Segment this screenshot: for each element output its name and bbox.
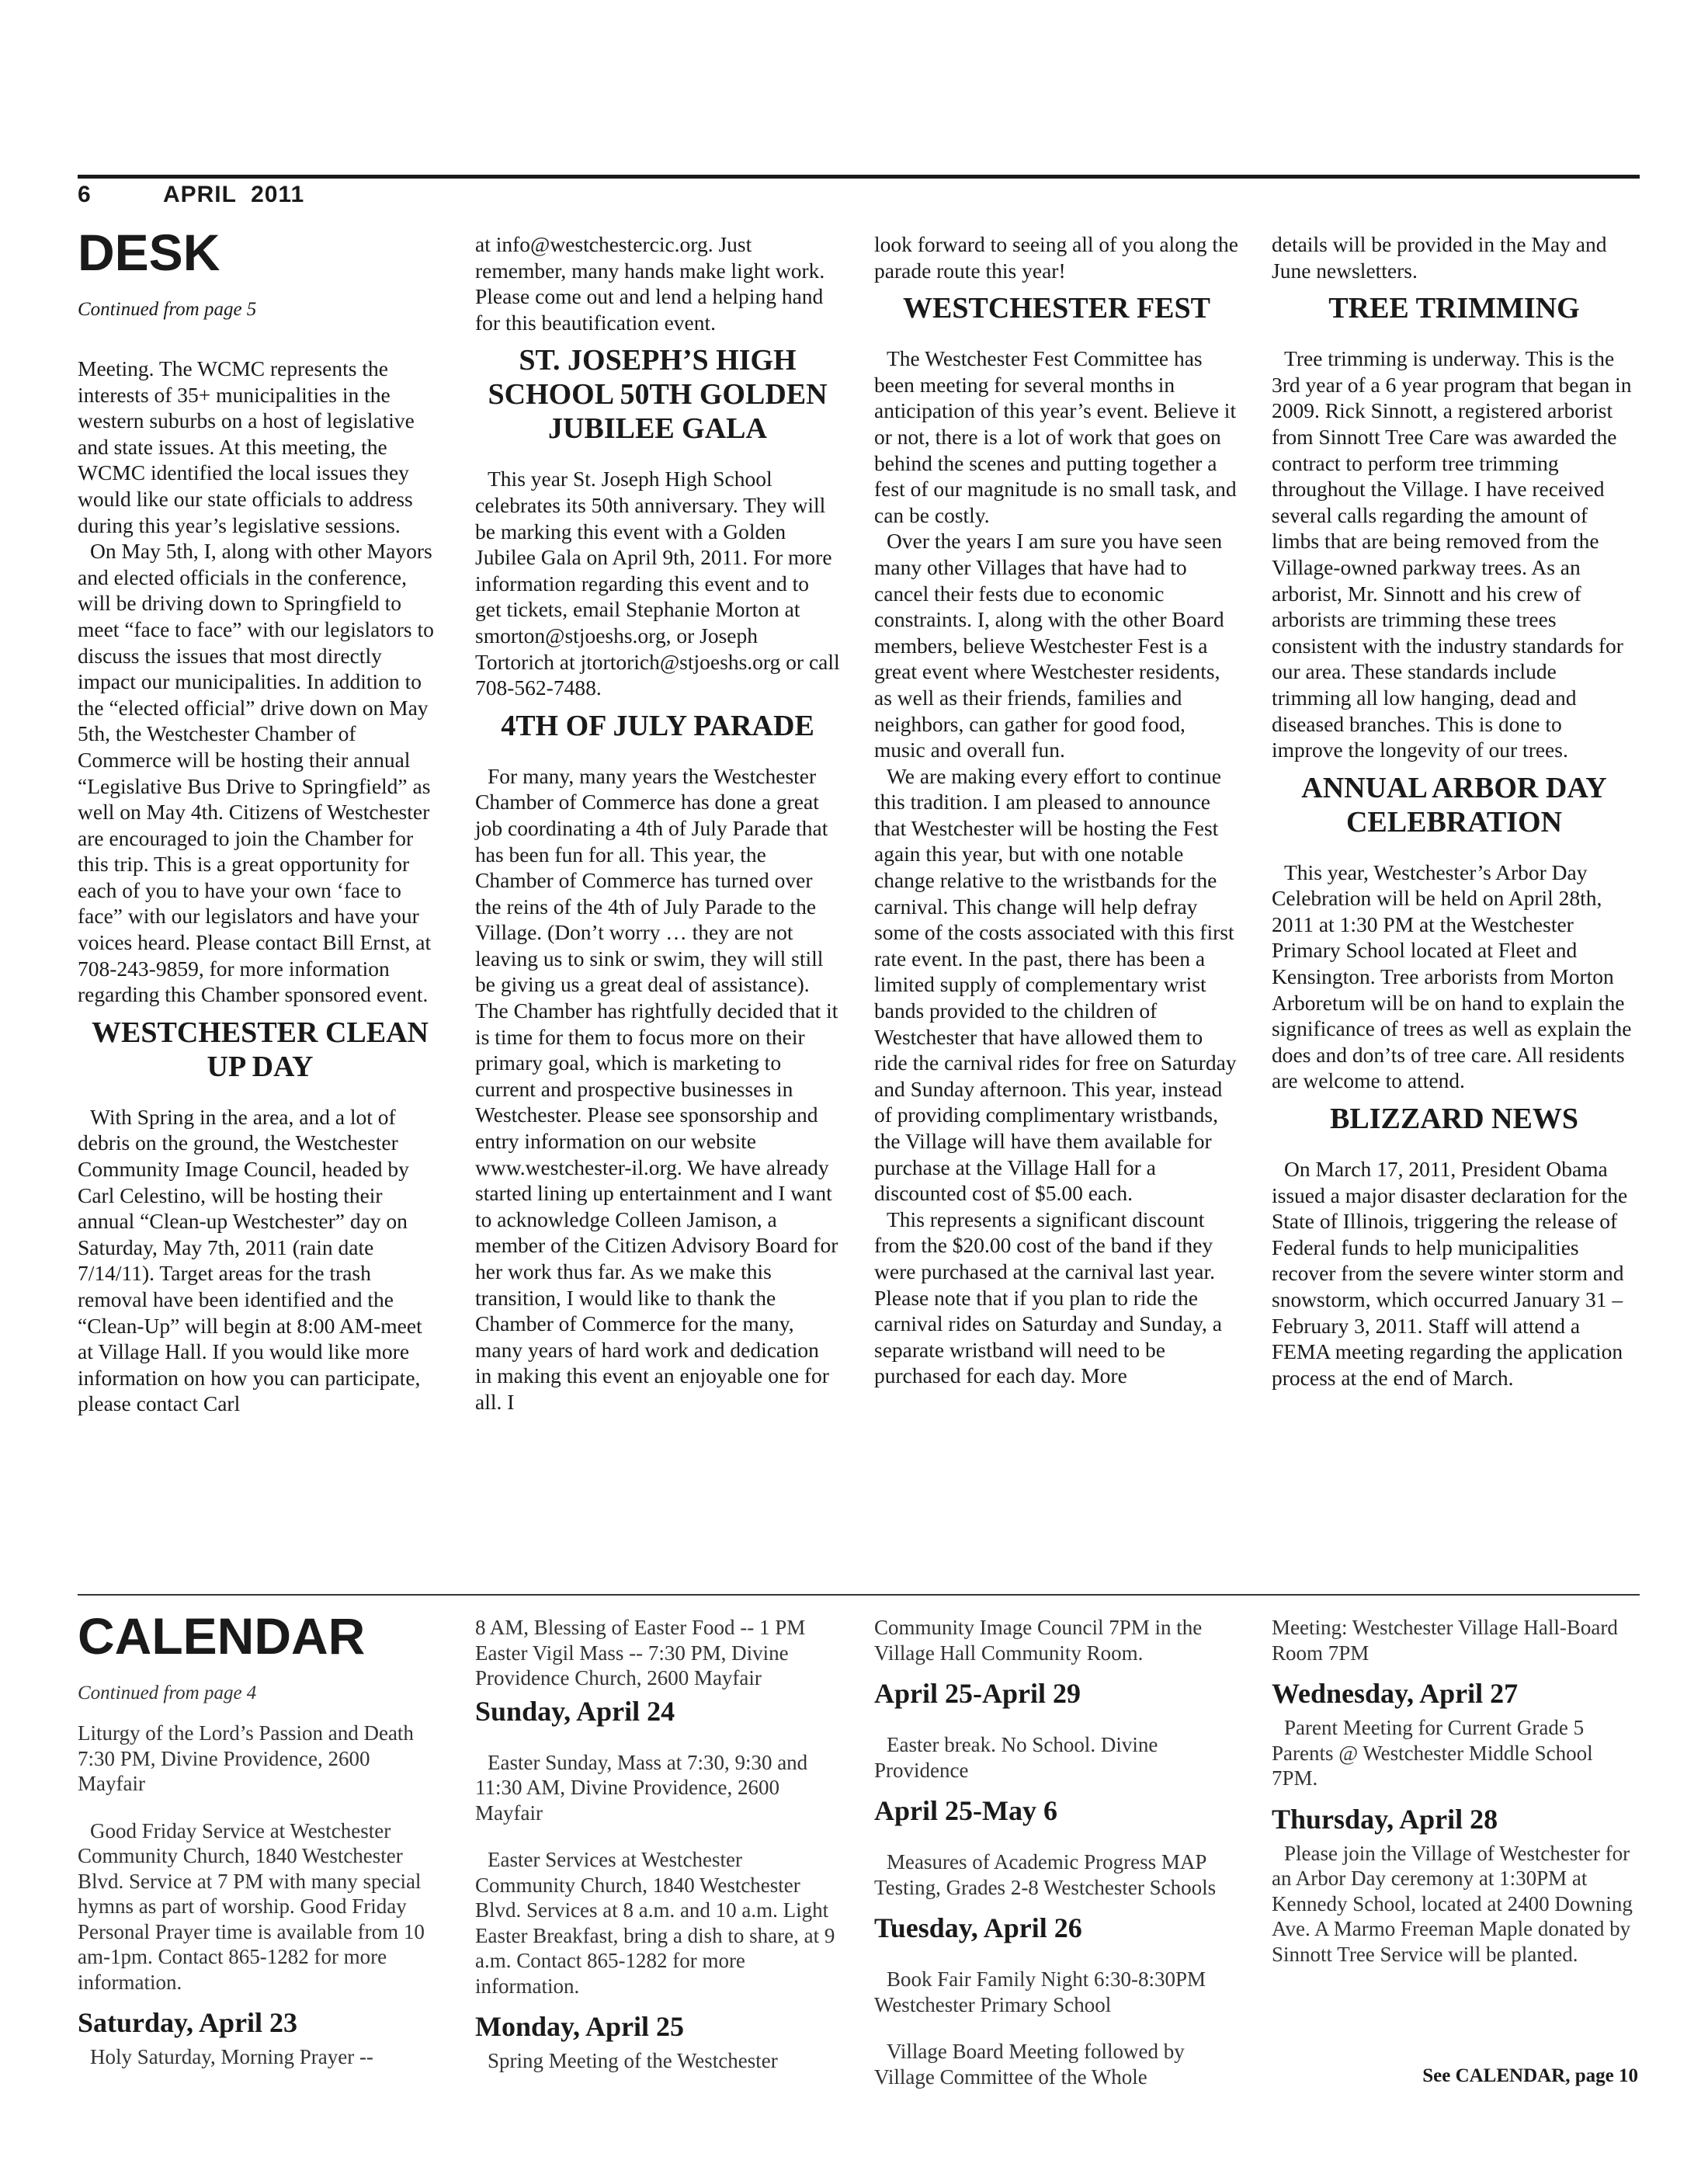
see-calendar-jump: See CALENDAR, page 10: [1422, 2065, 1638, 2086]
desk-paragraph-2: On May 5th, I, along with other Mayors and elected officials in the conference, will be driving down to Springfield to meet “face to face” with our legislators to discuss the issues that most directly impact our municipalities. In addition to the “elected official” drive down on May 5th, the Westchester Chamber of Commerce will be hosting their annual “Legislative Bus Drive to Springfield” as well on May 4th. Citizens of Westchester are encouraged to join the Chamber for this trip. This is a great opportunity for each of you to have your own ‘face to face” with our legislators and have your voices heard. Please contact Bill Ernst, at 708-243-9859, for more information regarding this Chamber sponsored event.: [78, 539, 434, 1007]
calendar-column-2: [475, 1615, 840, 2074]
tree-trimming-heading: TREE TRIMMING: [1328, 292, 1580, 325]
calendar-day-heading: Sunday, April 24: [475, 1695, 675, 1727]
fest-continued: details will be provided in the May and June newsletters.: [1272, 232, 1607, 283]
desk-column-2: [475, 231, 840, 1415]
calendar-day-heading: Tuesday, April 26: [874, 1912, 1082, 1943]
calendar-entry: Liturgy of the Lord’s Passion and Death 7:30 PM, Divine Providence, 2600 Mayfair: [78, 1721, 414, 1795]
calendar-day-heading: April 25-May 6: [874, 1795, 1057, 1826]
calendar-entry: Village Board Meeting followed by Village Committee of the Whole: [874, 2040, 1185, 2089]
calendar-column-1: [78, 1609, 443, 2070]
parade-text: For many, many years the Westchester Chamber of Commerce has done a great job coordinating a 4th of July Parade that has been fun for all. This year, the Chamber of Commerce has turned over the reins of the 4th of July Parade to the Village. (Don’t worry … they are not leaving us to sink or swim, they will still be giving us a great deal of assistance). The Chamber has rightfully decided that it is time for them to focus more on their primary goal, which is marketing to current and prospective businesses in Westchester. Please see sponsorship and entry information on our website www.westchester-il.org. We have already started lining up entertainment and I want to acknowledge Colleen Jamison, a member of the Citizen Advisory Board for her work thus far. As we make this transition, I would like to thank the Chamber of Commerce for the many, many years of hard work and dedication in making this event an enjoyable one for all. I: [475, 763, 838, 1414]
fest-heading: WESTCHESTER FEST: [903, 292, 1210, 325]
calendar-entry: Easter break. No School. Divine Providence: [874, 1733, 1158, 1782]
blizzard-text: On March 17, 2011, President Obama issued a major disaster declaration for the State of Illinois, triggering the release of Federal funds to help municipalities recover from the severe winter storm and snowstorm, which occurred January 31 – February 3, 2011. Staff will attend a FEMA meeting regarding the application process at the end of March.: [1272, 1157, 1628, 1390]
top-rule: [78, 175, 1640, 179]
calendar-entry: Holy Saturday, Morning Prayer --: [90, 2045, 373, 2068]
tree-trimming-text: Tree trimming is underway. This is the 3rd year of a 6 year program that began in 2009. Rick Sinnott, a registered arborist from Sinnott Tree Care was awarded the contract to perform tree trimming throughout the Village. I have received several calls regarding the amount of limbs that are being removed from the Village-owned parkway trees. As an arborist, Mr. Sinnott and his crew of arborists are trimming these trees consistent with the industry standards for our area. These standards include trimming all low hanging, dead and diseased branches. This is done to improve the longevity of our trees.: [1272, 346, 1632, 762]
calendar-entry: Easter Services at Westchester Community Church, 1840 Westchester Blvd. Services at 8 a.m. and 10 a.m. Light Easter Breakfast, bring a dish to share, at 9 a.m. Contact 865-1282 for more information.: [475, 1848, 835, 1998]
calendar-entry: 8 AM, Blessing of Easter Food -- 1 PM Easter Vigil Mass -- 7:30 PM, Divine Providence Church, 2600 Mayfair: [475, 1616, 806, 1690]
calendar-continued-note: Continued from page 4: [78, 1683, 257, 1703]
clean-up-day-heading: WESTCHESTER CLEAN UP DAY: [92, 1016, 429, 1083]
desk-column-1: [78, 225, 443, 1417]
fest-paragraph-2: Over the years I am sure you have seen many other Villages that have had to cancel their fests due to economic constraints. I, along with the other Board members, believe Westchester Fest is a great event where Westchester residents, as well as their friends, families and neighbors, can gather for good food, music and overall fun.: [874, 529, 1224, 762]
calendar-entry: Measures of Academic Progress MAP Testing, Grades 2-8 Westchester Schools: [874, 1850, 1217, 1899]
calendar-column-3: [874, 1615, 1239, 2089]
parade-heading: 4TH OF JULY PARADE: [501, 709, 814, 742]
clean-up-day-continued: at info@westchestercic.org. Just remember, many hands make light work. Please come out and lend a helping hand for this beautification event.: [475, 232, 825, 335]
fest-paragraph-1: The Westchester Fest Committee has been meeting for several months in anticipation of this year’s event. Believe it or not, there is a lot of work that goes on behind the scenes and putting together a fest of our magnitude is no small task, and can be costly.: [874, 346, 1237, 527]
calendar-column-4: [1272, 1615, 1637, 1967]
page-number: 6: [78, 182, 92, 207]
calendar-entry: Please join the Village of Westchester for an Arbor Day ceremony at 1:30PM at Kennedy School, located at 2400 Downing Ave. A Marmo Freeman Maple donated by Sinnott Tree Service will be planted.: [1272, 1841, 1633, 1966]
arbor-day-heading: ANNUAL ARBOR DAY CELEBRATION: [1301, 771, 1607, 839]
calendar-entry: Spring Meeting of the Westchester: [488, 2049, 778, 2072]
fest-paragraph-3: We are making every effort to continue this tradition. I am pleased to announce that Westchester will be hosting the Fest again this year, but with one notable change relative to the wristbands for the carnival. This change will help defray some of the costs associated with this first rate event. In the past, there has been a limited supply of complementary wrist bands provided to the children of Westchester that have allowed them to ride the carnival rides for free on Saturday and Sunday afternoon. This year, instead of providing complimentary wristbands, the Village will have them available for purchase at the Village Hall for a discounted cost of $5.00 each.: [874, 763, 1237, 1206]
fest-paragraph-4: This represents a significant discount from the $20.00 cost of the band if they were purchased at the carnival last year. Please note that if you plan to ride the carnival rides on Saturday and Sunday, a separate wristband will need to be purchased for each day. More: [874, 1207, 1223, 1388]
calendar-entry: Good Friday Service at Westchester Community Church, 1840 Westchester Blvd. Service at 7 PM with many special hymns as part of worship. Good Friday Personal Prayer time is available from 10 am-1pm. Contact 865-1282 for more information.: [78, 1818, 425, 1994]
page-header: [78, 182, 304, 208]
desk-continued-note: Continued from page 5: [78, 299, 257, 320]
gala-heading: ST. JOSEPH’S HIGH SCHOOL 50TH GOLDEN JUBILEE GALA: [488, 344, 828, 446]
calendar-entry: Community Image Council 7PM in the Village Hall Community Room.: [874, 1616, 1203, 1665]
parade-continued: look forward to seeing all of you along the parade route this year!: [874, 232, 1238, 283]
calendar-entry: Book Fair Family Night 6:30-8:30PM Westchester Primary School: [874, 1967, 1206, 2016]
desk-column-4: [1272, 231, 1637, 1391]
issue-date: APRIL 2011: [162, 182, 305, 207]
calendar-day-heading: Thursday, April 28: [1272, 1803, 1498, 1835]
arbor-day-text: This year, Westchester’s Arbor Day Celebration will be held on April 28th, 2011 at 1:30 PM at the Westchester Primary School located at Fleet and Kensington. Tree arborists from Morton Arboretum will be on hand to explain the significance of trees as well as explain the does and don’ts of tree care. All residents are welcome to attend.: [1272, 860, 1632, 1093]
blizzard-heading: BLIZZARD NEWS: [1330, 1103, 1578, 1136]
calendar-title: CALENDAR: [78, 1607, 366, 1665]
desk-column-3: [874, 231, 1239, 1389]
calendar-entry: Easter Sunday, Mass at 7:30, 9:30 and 11:30 AM, Divine Providence, 2600 Mayfair: [475, 1750, 808, 1825]
calendar-day-heading: April 25-April 29: [874, 1678, 1081, 1709]
calendar-entry: Parent Meeting for Current Grade 5 Parents @ Westchester Middle School 7PM.: [1272, 1716, 1593, 1790]
calendar-entry: Meeting: Westchester Village Hall-Board Room 7PM: [1272, 1616, 1618, 1665]
desk-title: DESK: [78, 224, 220, 281]
clean-up-day-text: With Spring in the area, and a lot of debris on the ground, the Westchester Community Image Council, headed by Carl Celestino, will be hosting their annual “Clean-up Westchester” day on Saturday, May 7th, 2011 (rain date 7/14/11). Target areas for the trash removal have been identified and the “Clean-Up” will begin at 8:00 AM-meet at Village Hall. If you would like more information on how you can participate, please contact Carl: [78, 1104, 422, 1416]
calendar-day-heading: Monday, April 25: [475, 2011, 685, 2042]
calendar-day-heading: Wednesday, April 27: [1272, 1678, 1519, 1709]
desk-paragraph-1: Meeting. The WCMC represents the interests of 35+ municipalities in the western suburbs on a host of legislative and state issues. At this meeting, the WCMC identified the local issues they would like our state officials to address during this year’s legislative sessions.: [78, 356, 415, 537]
gala-text: This year St. Joseph High School celebrates its 50th anniversary. They will be marking this event with a Golden Jubilee Gala on April 9th, 2011. For more information regarding this event and to get tickets, email Stephanie Morton at smorton@stjoeshs.org, or Joseph Tortorich at jtortorich@stjoeshs.org or call 708-562-7488.: [475, 467, 840, 700]
section-divider: [78, 1594, 1640, 1596]
calendar-day-heading: Saturday, April 23: [78, 2007, 298, 2038]
